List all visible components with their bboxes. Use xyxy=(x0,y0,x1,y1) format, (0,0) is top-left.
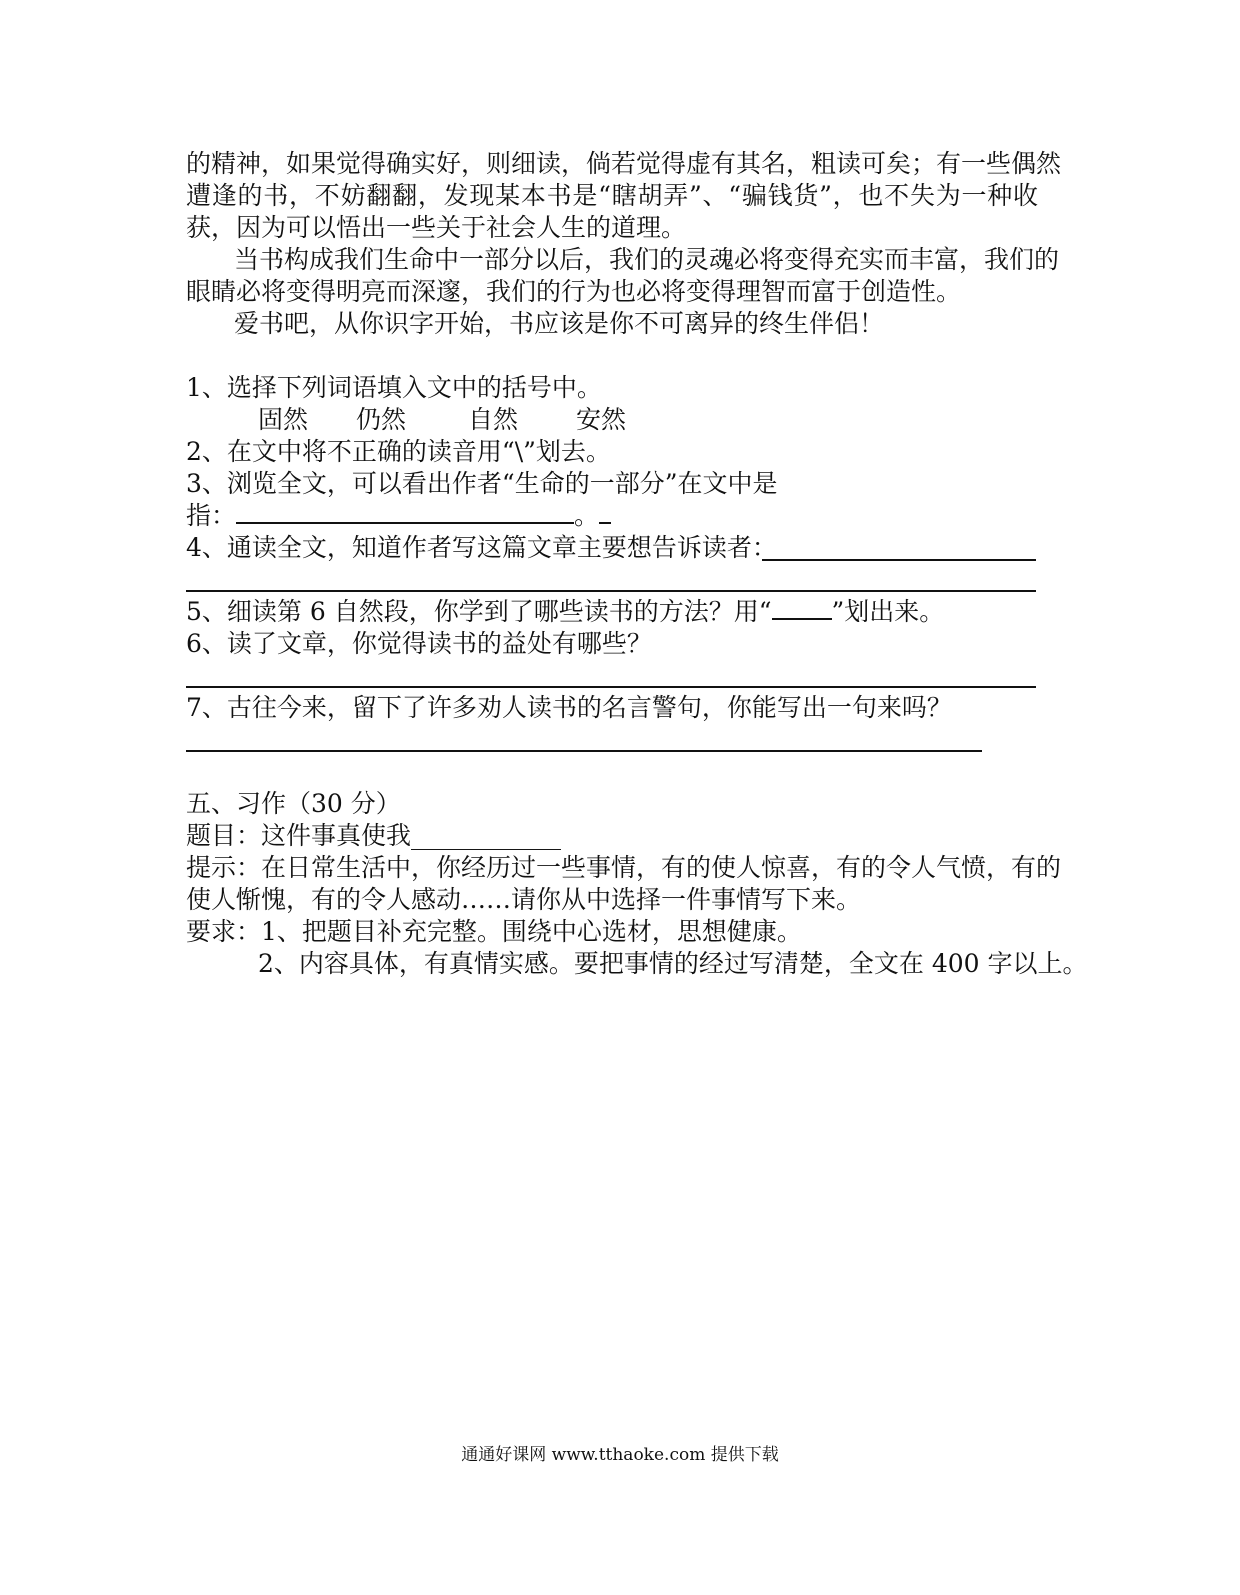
composition-hint-2: 使人惭愧，有的令人感动……请你从中选择一件事情写下来。 xyxy=(186,885,862,914)
question-5-part-b: ”划出来。 xyxy=(831,597,945,626)
word-choice: 固然 xyxy=(258,405,309,434)
question-5 xyxy=(186,596,944,628)
question-3: 3、浏览全文，可以看出作者“生命的一部分”在文中是 xyxy=(186,469,778,498)
passage-line-2: 遭逢的书，不妨翻翻，发现某本书是“瞎胡弄”、“骗钱货”，也不失为一种收 xyxy=(186,181,1038,210)
question-4: 4、通读全文，知道作者写这篇文章主要想告诉读者： xyxy=(186,533,777,562)
composition-requirement-2: 2、内容具体，有真情实感。要把事情的经过写清楚，全文在 400 字以上。 xyxy=(258,949,1088,978)
answer-line-4b[interactable] xyxy=(186,590,1036,592)
composition-requirement-1: 要求：1、把题目补充完整。围绕中心选材，思想健康。 xyxy=(186,917,802,946)
question-3-prefix: 指： xyxy=(186,501,237,530)
passage-line-4: 当书构成我们生命中一部分以后，我们的灵魂必将变得充实而丰富，我们的 xyxy=(234,245,1060,274)
word-choice: 安然 xyxy=(576,405,627,434)
page-footer: 通通好课网 www.tthaoke.com 提供下载 xyxy=(461,1445,779,1465)
composition-heading: 五、习作（30 分） xyxy=(186,789,401,818)
answer-blank-3-tail xyxy=(599,522,611,524)
question-7: 7、古往今来，留下了许多劝人读书的名言警句，你能写出一句来吗？ xyxy=(186,693,952,722)
question-6: 6、读了文章，你觉得读书的益处有哪些？ xyxy=(186,629,652,658)
question-1: 1、选择下列词语填入文中的括号中。 xyxy=(186,373,602,402)
answer-line-6[interactable] xyxy=(186,686,1036,688)
underline-sample xyxy=(772,618,832,620)
question-3-continuation xyxy=(186,500,611,532)
passage-line-3: 获，因为可以悟出一些关于社会人生的道理。 xyxy=(186,213,687,242)
passage-line-5: 眼睛必将变得明亮而深邃，我们的行为也必将变得理智而富于创造性。 xyxy=(186,277,962,306)
answer-line-7[interactable] xyxy=(186,750,982,752)
passage-line-6: 爱书吧，从你识字开始，书应该是你不可离异的终生伴侣！ xyxy=(234,309,885,338)
composition-title: 题目：这件事真使我____________ xyxy=(186,821,562,850)
answer-blank-3[interactable] xyxy=(236,522,574,524)
question-2: 2、在文中将不正确的读音用“\”划去。 xyxy=(186,437,611,466)
word-choices xyxy=(258,404,626,436)
question-3-end: 。 xyxy=(574,501,600,530)
composition-hint-1: 提示：在日常生活中，你经历过一些事情，有的使人惊喜，有的令人气愤，有的 xyxy=(186,853,1062,882)
word-choice: 自然 xyxy=(468,405,519,434)
question-5-part-a: 5、细读第 6 自然段，你学到了哪些读书的方法？用“ xyxy=(186,597,772,626)
passage-line-1: 的精神，如果觉得确实好，则细读，倘若觉得虚有其名，粗读可矣；有一些偶然 xyxy=(186,149,1062,178)
word-choice: 仍然 xyxy=(356,405,407,434)
answer-line-4a[interactable] xyxy=(762,559,1036,561)
